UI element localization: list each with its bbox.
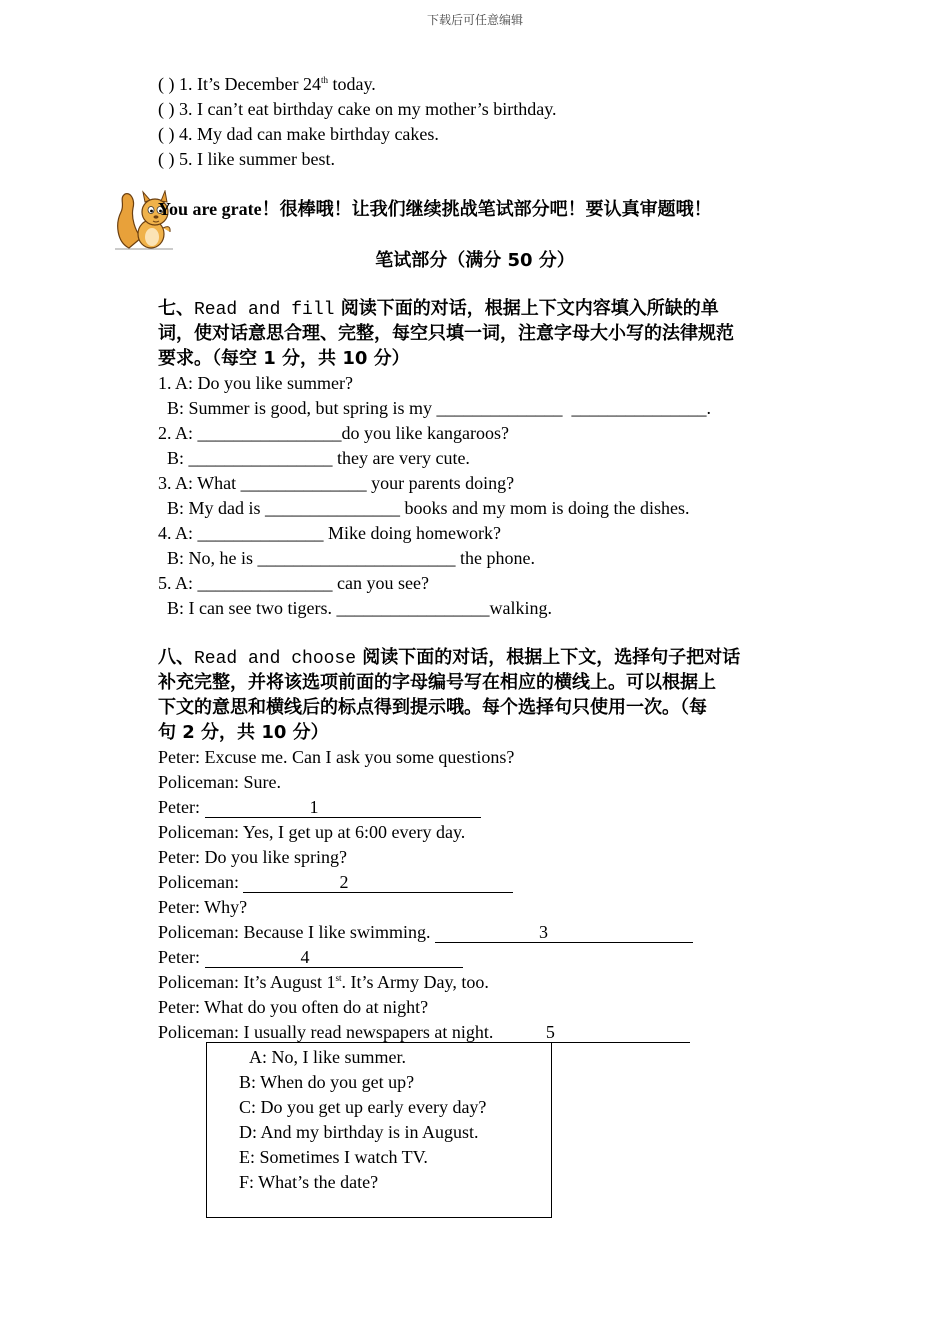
option-c: C: Do you get up early every day?: [239, 1097, 487, 1117]
fill-line[interactable]: B: No, he is ______________________ the phone.: [158, 548, 535, 568]
option-a: A: No, I like summer.: [249, 1047, 406, 1067]
fill-line[interactable]: B: My dad is _______________ books and my mom is doing the dishes.: [158, 498, 690, 518]
judge-item-4: ( ) 4. My dad can make birthday cakes.: [158, 124, 439, 144]
answer-blank-2[interactable]: 2: [243, 872, 513, 893]
section8-heading-line3: 下文的意思和横线后的标点得到提示哦。每个选择句只使用一次。（每: [158, 697, 707, 718]
dialogue-line: Peter: 4: [158, 945, 463, 970]
fill-line: 1. A: Do you like summer?: [158, 373, 353, 393]
judge-item-5: ( ) 5. I like summer best.: [158, 149, 335, 169]
section7-heading: 七、Read and fill 阅读下面的对话，根据上下文内容填入所缺的单: [158, 298, 719, 320]
section8-heading: 八、Read and choose 阅读下面的对话，根据上下文，选择句子把对话: [158, 647, 741, 669]
option-b: B: When do you get up?: [239, 1072, 415, 1092]
dialogue-line: Policeman: Yes, I get up at 6:00 every day.: [158, 822, 466, 842]
section7-heading-line3: 要求。（每空 1 分，共 10 分）: [158, 348, 410, 369]
judge-item-3: ( ) 3. I can’t eat birthday cake on my mother’s birthday.: [158, 99, 557, 119]
dialogue-line: Peter: 1: [158, 795, 481, 820]
fill-line[interactable]: 4. A: ______________ Mike doing homework?: [158, 523, 501, 543]
answer-paren[interactable]: ( ): [158, 99, 175, 119]
fill-line[interactable]: 3. A: What ______________ your parents doing?: [158, 473, 515, 493]
section8-heading-line2: 补充完整，并将该选项前面的字母编号写在相应的横线上。可以根据上: [158, 672, 716, 693]
dialogue-line: Peter: What do you often do at night?: [158, 997, 429, 1017]
dialogue-line: Policeman: I usually read newspapers at night. 5: [158, 1020, 690, 1045]
fill-line[interactable]: B: I can see two tigers. _________________walking.: [158, 598, 552, 618]
dialogue-line: Policeman: 2: [158, 870, 513, 895]
fill-line[interactable]: B: ________________ they are very cute.: [158, 448, 470, 468]
answer-blank-5[interactable]: 5: [498, 1022, 690, 1043]
option-f: F: What’s the date?: [239, 1172, 379, 1192]
dialogue-line: Peter: Do you like spring?: [158, 847, 347, 867]
section8-heading-line4: 句 2 分，共 10 分）: [158, 722, 329, 743]
dialogue-line: Policeman: Sure.: [158, 772, 281, 792]
judge-item-1: ( ) 1. It’s December 24th today.: [158, 74, 376, 94]
dialogue-line: Policeman: Because I like swimming. 3: [158, 920, 693, 945]
page-header: 下载后可任意编辑: [426, 13, 523, 27]
answer-blank-3[interactable]: 3: [435, 922, 693, 943]
section7-heading-line2: 词，使对话意思合理、完整，每空只填一词，注意字母大小写的法律规范: [158, 323, 734, 344]
option-d: D: And my birthday is in August.: [239, 1122, 479, 1142]
written-section-title: 笔试部分（满分 50 分）: [375, 250, 575, 271]
answer-blank-1[interactable]: 1: [205, 797, 481, 818]
dialogue-line: Peter: Excuse me. Can I ask you some questions?: [158, 747, 515, 767]
answer-blank-4[interactable]: 4: [205, 947, 463, 968]
dialogue-line: Policeman: It’s August 1st. It’s Army Day, too.: [158, 972, 489, 992]
option-e: E: Sometimes I watch TV.: [239, 1147, 428, 1167]
answer-paren[interactable]: ( ): [158, 74, 175, 94]
encourage-line: You are grate！很棒哦！让我们继续挑战笔试部分吧！要认真审题哦！: [158, 199, 712, 220]
fill-line[interactable]: B: Summer is good, but spring is my ______________ _______________.: [158, 398, 712, 418]
answer-paren[interactable]: ( ): [158, 124, 175, 144]
fill-line[interactable]: 2. A: ________________do you like kangaroos?: [158, 423, 509, 443]
dialogue-line: Peter: Why?: [158, 897, 248, 917]
fill-line[interactable]: 5. A: _______________ can you see?: [158, 573, 429, 593]
answer-paren[interactable]: ( ): [158, 149, 175, 169]
